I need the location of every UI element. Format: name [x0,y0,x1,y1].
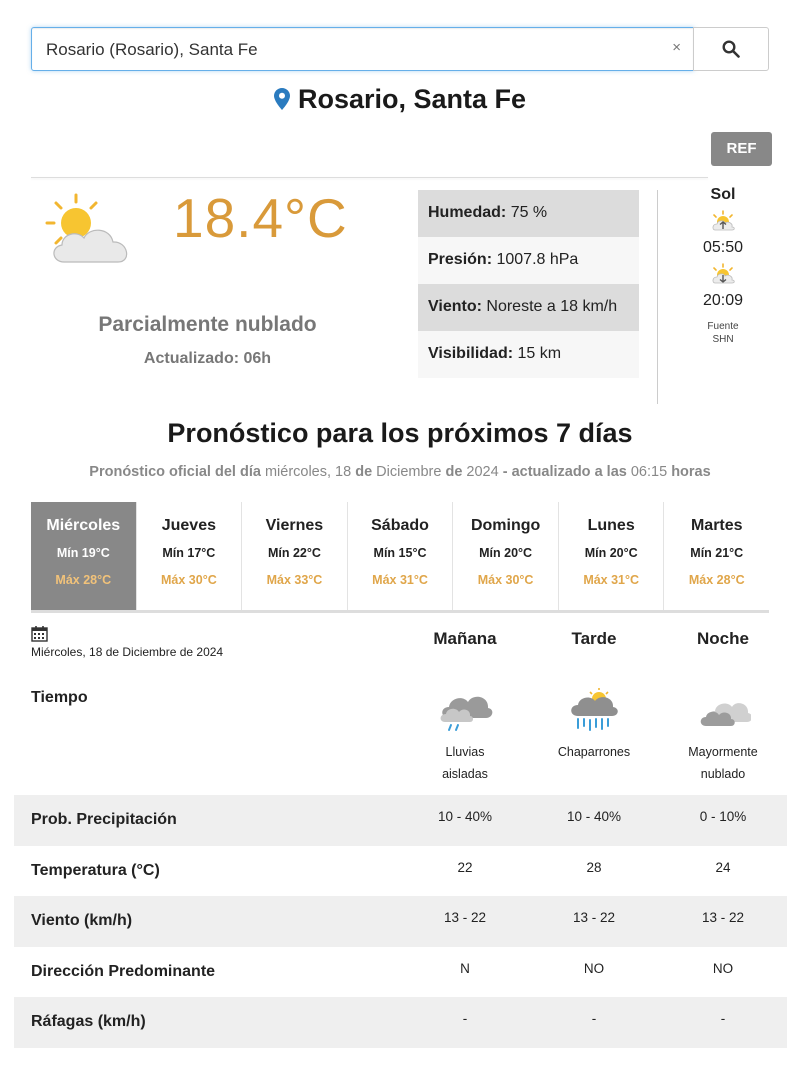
map-pin-icon [274,88,290,110]
day-name: Jueves [161,517,216,534]
cell-value: NO [712,960,734,976]
period-noche: Noche [697,629,749,648]
cell-value: N [460,960,470,976]
row-label: Dirección Predominante [31,962,216,980]
cloudy-icon [695,688,751,732]
day-name: Lunes [587,517,635,534]
current-updated: Actualizado: 06h [143,350,272,367]
day-max: Máx 31°C [583,573,640,587]
location-title [0,84,800,115]
sunrise-icon [683,210,763,237]
partly-cloudy-icon [42,192,134,271]
cell-value: 22 [457,859,473,875]
day-max: Máx 28°C [688,573,745,587]
detail-visibility: Visibilidad: 15 km [418,331,639,378]
search-button[interactable] [693,27,769,71]
day-name: Martes [690,517,743,534]
search-box[interactable] [31,27,694,71]
source-label [683,320,763,346]
day-tab-miercoles[interactable] [31,502,137,610]
rain-cloud-icon [437,688,493,732]
day-min: Mín 15°C [373,546,427,560]
forecast-table [14,795,787,1048]
cell-value: 28 [586,859,602,875]
tiempo-label: Tiempo [31,689,88,706]
forecast-title: Pronóstico para los próximos 7 días [167,418,633,448]
weather-tarde [534,688,654,763]
cell-value: 24 [715,859,731,875]
detail-date: Miércoles, 18 de Diciembre de 2024 [31,645,224,659]
cell-value: 0 - 10% [699,809,747,824]
weather-text: Lluvias aisladas [442,745,488,781]
divider [31,177,708,178]
ref-button[interactable]: REF [711,132,772,166]
weather-text: Chaparrones [557,745,631,759]
cell-value: 13 - 22 [701,910,745,925]
table-row [14,997,787,1048]
day-tabs [31,502,769,613]
day-tab-domingo[interactable] [453,502,559,610]
location-name: Rosario, Santa Fe [297,84,527,114]
day-tab-viernes[interactable] [242,502,348,610]
sun-panel [683,186,763,346]
day-min: Mín 21°C [690,546,744,560]
sunset-icon [683,263,763,290]
period-tarde: Tarde [571,629,617,648]
table-row [14,947,787,998]
row-label: Ráfagas (km/h) [31,1013,146,1030]
clear-icon[interactable]: × [672,39,681,56]
cell-value: - [462,1011,468,1026]
cell-value: NO [583,960,605,976]
row-label: Temperatura (°C) [31,861,160,879]
weather-manana [405,688,525,785]
day-max: Máx 28°C [55,573,112,587]
day-max: Máx 33°C [266,573,323,587]
cell-value: 13 - 22 [443,910,487,925]
search-input[interactable] [46,38,646,62]
day-min: Mín 20°C [479,546,533,560]
day-min: Mín 19°C [56,546,110,560]
sunrise-time: 05:50 [702,239,744,256]
period-manana: Mañana [433,629,497,648]
day-tab-lunes[interactable] [559,502,665,610]
day-min: Mín 20°C [584,546,638,560]
detail-humidity: Humedad: 75 % [418,190,639,237]
sunset-time: 20:09 [702,292,744,309]
row-label: Viento (km/h) [31,912,133,929]
detail-pressure: Presión: 1007.8 hPa [418,237,639,284]
forecast-subtitle: Pronóstico oficial del día miércoles, 18 de Diciembre de 2024 - actualizado a las 06:15 horas [89,464,711,480]
day-tab-jueves[interactable] [137,502,243,610]
detail-wind: Viento: Noreste a 18 km/h [418,284,639,331]
table-row [14,896,787,947]
source-title: Fuente [707,321,739,332]
day-max: Máx 30°C [477,573,534,587]
day-name: Viernes [265,517,324,534]
day-name: Sábado [371,517,429,534]
day-tab-martes[interactable] [664,502,769,610]
current-temperature: 18.4°C [173,187,348,249]
cell-value: 13 - 22 [572,910,616,925]
day-max: Máx 31°C [372,573,428,587]
table-row [14,846,787,897]
search-icon [722,40,740,58]
sun-title: Sol [710,186,736,203]
table-row [14,795,787,846]
weather-text: Mayormente nublado [688,745,758,781]
weather-noche [663,688,783,785]
row-label: Prob. Precipitación [31,811,177,828]
cell-value: - [591,1011,597,1026]
calendar-icon [31,625,48,647]
day-min: Mín 17°C [162,546,216,560]
cell-value: 10 - 40% [566,809,622,824]
day-name: Domingo [470,517,541,534]
day-min: Mín 22°C [267,546,321,560]
current-description: Parcialmente nublado [98,313,317,336]
day-name: Miércoles [46,517,121,534]
day-max: Máx 30°C [161,573,217,587]
showers-sun-icon [566,688,622,732]
source-value: SHN [712,334,734,345]
cell-value: 10 - 40% [437,809,493,824]
cell-value: - [720,1011,726,1026]
current-details [418,190,639,378]
divider [657,190,658,404]
day-tab-sabado[interactable] [348,502,454,610]
